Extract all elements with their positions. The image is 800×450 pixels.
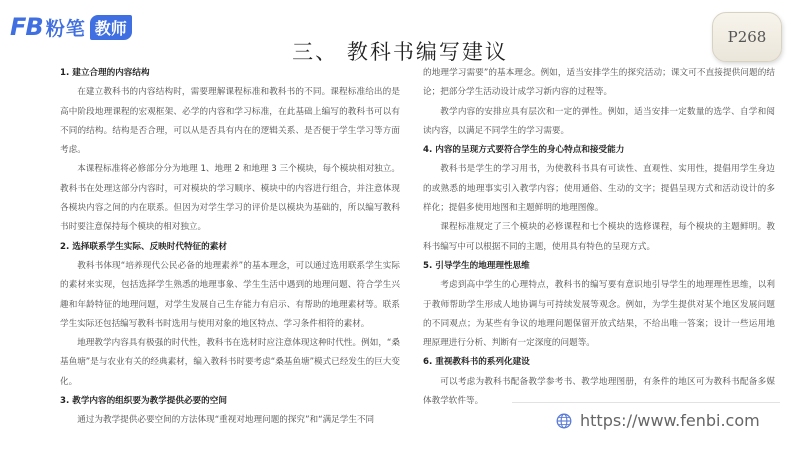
paragraph: 课程标准规定了三个模块的必修课程和七个模块的选修课程，每个模块的主题鲜明。教科书编写中可以根据不同的主题，使用具有特色的呈现方式。 <box>423 222 775 252</box>
paragraph: 教科书是学生的学习用书，为使教科书具有可读性、直观性、实用性，提倡用学生身边的或熟悉的地理事实引入教学内容；使用通俗、生动的文字；提倡呈现方式和活动设计的多样化；提倡多使用地图和主题鲜明的地理图像。 <box>423 164 775 214</box>
paragraph: 通过为教学提供必要空间的方法体现“重视对地理问题的探究”和“满足学生不同 <box>77 415 375 426</box>
paragraph: 教科书体现“培养现代公民必备的地理素养”的基本理念，可以通过选用联系学生实际的素材来实现，包括选择学生熟悉的地理事象、学生生活中遇到的地理问题、符合学生兴趣和年龄特征的地理问题，对学生发展自己生存能力有启示、有帮助的地理素材等。联系学生实际还包括编写教科书时选用与使用对象的地区特点、学习条件相符的素材。 <box>60 260 400 329</box>
footer <box>556 411 760 430</box>
paragraph: 考虑到高中学生的心理特点，教科书的编写要有意识地引导学生的地理理性思维，以利于教师帮助学生形成人地协调与可持续发展等观念。例如，为学生提供对某个地区发展问题的不同观点；为某些有争议的地理问题保留开放式结果，不给出唯一答案；设计一些运用地理原理进行分析、判断有一定深度的问题等。 <box>423 280 775 349</box>
section-heading: 1. 建立合理的内容结构 <box>60 68 150 78</box>
logo-mark: FB <box>10 13 43 41</box>
left-column <box>60 64 400 431</box>
footer-url[interactable]: https://www.fenbi.com <box>580 411 760 430</box>
footer-divider <box>512 402 780 403</box>
paragraph: 在建立教科书的内容结构时，需要理解课程标准和教科书的不同。课程标准给出的是高中阶段地理课程的宏观框架、必学的内容和学习标准，在此基础上编写的教科书可以有不同的结构。结构是否合理，可以从是否具有内在的逻辑关系、是否便于学生学习等方面考虑。 <box>60 87 400 156</box>
page-title: 三、 教科书编写建议 <box>292 40 508 64</box>
paragraph: 地理教学内容具有极强的时代性，教科书在选材时应注意体现这种时代性。例如，“桑基鱼塘”是与农业有关的经典素材，编入教科书时要考虑“桑基鱼塘”模式已经发生的巨大变化。 <box>60 338 400 387</box>
section-heading: 6. 重视教科书的系列化建设 <box>423 357 530 368</box>
paragraph: 教学内容的安排应具有层次和一定的弹性。例如，适当安排一定数量的选学、自学和阅读内容，以满足不同学生的学习需要。 <box>423 106 775 136</box>
page-number-badge <box>712 12 782 62</box>
right-column <box>423 64 775 411</box>
paragraph: 可以考虑为教科书配备教学参考书、教学地理图册，有条件的地区可为教科书配备多媒体教学软件等。 <box>423 376 775 407</box>
logo-badge: 教师 <box>90 15 132 40</box>
section-heading: 2. 选择联系学生实际、反映时代特征的素材 <box>60 241 227 252</box>
paragraph: 的地理学习需要”的基本理念。例如，适当安排学生的探究活动；课文可不直接提供问题的结论；把部分学生活动设计成学习新内容的过程等。 <box>423 68 775 98</box>
globe-icon <box>556 413 572 429</box>
section-heading: 5. 引导学生的地理理性思维 <box>423 260 530 271</box>
logo-name: 粉笔 <box>45 17 86 40</box>
section-heading: 4. 内容的呈现方式要符合学生的身心特点和接受能力 <box>423 145 625 156</box>
section-heading: 3. 教学内容的组织要为教学提供必要的空间 <box>60 396 227 407</box>
paragraph: 本课程标准将必修部分分为地理 1、地理 2 和地理 3 三个模块，每个模块相对独立。教科书在处理这部分内容时，可对模块的学习顺序、模块中的内容进行组合，并注意体现各模块内容之间的内在联系。但因为对学生学习的评价是以模块为基础的，所以编写教科书时要注意保持每个模块的相对独立。 <box>60 164 400 233</box>
page-number: P268 <box>727 28 767 46</box>
